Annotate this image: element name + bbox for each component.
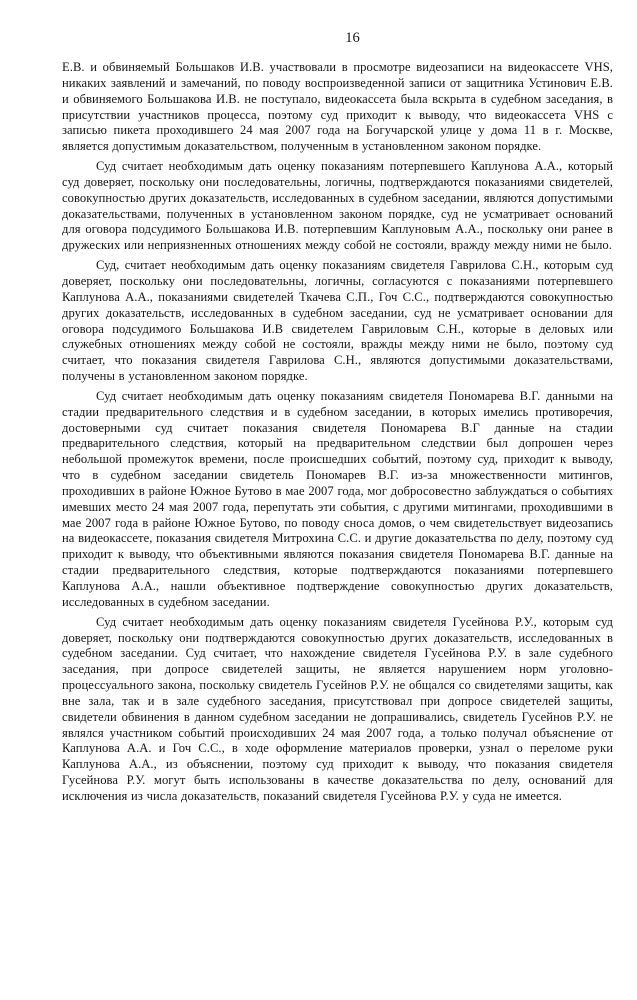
paragraph-4: Суд считает необходимым дать оценку показаниям свидетеля Пономарева В.Г. данными на стадии предварительного следствия и в судебном заседании, в которых имелись противоречия, достоверными суд считает показания свидетеля Пономарева В.Г данные на стадии предварительного следствия, который на предварительном следствии был допрошен через небольшой промежуток времени, после происшедших событий, поэтому суд, приходит к выводу, что в судебном заседании свидетель Пономарев В.Г. из-за множественности митингов, проходивших в районе Южное Бутово в мае 2007 года, мог добросовестно заблуждаться о событиях имевших место 24 мая 2007 года, перепутать эти события, с другими митингами, проходившими в мае 2007 года в районе Южное Бутово, по поводу сноса домов, о чем свидетельствует видеозапись на видеокассете, показания свидетеля Митрохина С.С. и другие доказательства по делу, поэтому суд приходит к выводу, что объективными являются показания свидетеля Пономарева В.Г. данные на стадии предварительного следствия, которые подтверждаются показаниями потерпевшего Каплунова А.А., нашли объективное подтверждение совокупностью других доказательств, исследованных в судебном заседании. [62,388,613,609]
paragraph-2: Суд считает необходимым дать оценку показаниям потерпевшего Каплунова А.А., который суд доверяет, поскольку они последовательны, логичны, подтверждаются показаниями свидетелей, совокупностью других доказательств, исследованных в судебном заседании, являются допустимыми доказательствами, полученных в установленном законом порядке, суд не усматривает оснований для оговора подсудимого Большакова И.В. потерпевшим Каплуновым А.А., поскольку они ранее в дружеских или неприязненных отношениях между собой не состояли, вражду между ними не было. [62,159,613,253]
page-number: 16 [345,30,360,46]
paragraph-1: Е.В. и обвиняемый Большаков И.В. участвовали в просмотре видеозаписи на видеокассете VHS, никаких заявлений и замечаний, по поводу воспроизведенной записи от защитника Устинович Е.В. и обвиняемого Большакова И.В. не поступало, видеокассета была вскрыта в судебном заседания, в присутствии участников процесса, поэтому суд приходит к выводу, что видеокассета VHS с записью пикета проходившего 24 мая 2007 года на Богучарской улице у дома 11 в г. Москве, является допустимым доказательством, полученным в установленном законом порядке. [62,60,613,154]
paragraph-5: Суд считает необходимым дать оценку показаниям свидетеля Гусейнова Р.У., которым суд доверяет, поскольку они подтверждаются совокупностью других доказательств, исследованных в судебном заседании. Суд считает, что нахождение свидетеля Гусейнова Р.У. в зале судебного заседания, при допросе свидетелей защиты, не является нарушением норм уголовно-процессуального закона, поскольку свидетель Гусейнов Р.У. не общался со свидетелями защиты, как вне зала, так и в зале судебного заседания, присутствовал при допросе свидетелей защиты, свидетели обвинения в данном судебном заседании не допрашивались, свидетель Гусейнов Р.У. не являлся участником событий происходивших 24 мая 2007 года, а только получал объяснение от Каплунова А.А. и Гоч С.С., в ходе оформление материалов проверки, узнал о переломе руки Каплунова А.А., из объяснении, поэтому суд приходит к выводу, что показания свидетеля Гусейнова Р.У. могут быть использованы в качестве доказательства по делу, оснований для исключения из числа доказательств, показаний свидетеля Гусейнова Р.У. у суда не имеется. [62,614,613,803]
paragraph-3: Суд, считает необходимым дать оценку показаниям свидетеля Гаврилова С.Н., которым суд доверяет, поскольку они последовательны, логичны, согласуются с показаниями потерпевшего Каплунова А.А., показаниями свидетелей Ткачева С.П., Гоч С.С., подтверждаются совокупностью других доказательств, исследованных в судебном заседании, суд не усматривает основании для оговора подсудимого Большакова И.В свидетелем Гавриловым С.Н., которые в деловых или служебных отношениях между собой не состояли, вражды между ними не было, поэтому суд считает, что показания свидетеля Гаврилова С.Н., являются допустимыми доказательствами, получены в установленном законом порядке. [62,258,613,384]
